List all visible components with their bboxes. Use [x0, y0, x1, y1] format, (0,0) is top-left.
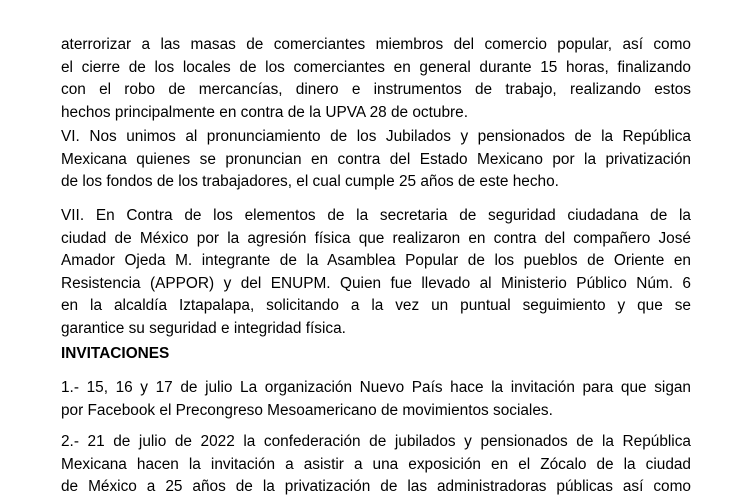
text-line: VII. En Contra de los elementos de la secretaria de seguridad ciudadana de la	[61, 207, 691, 224]
text-line: Mexicana hacen la invitación a asistir a una exposición en el Zócalo de la ciudad	[61, 455, 691, 473]
text-line: Mexicana quienes se pronuncian en contra del Estado Mexicano por la privatización	[61, 150, 691, 168]
text-line: de los fondos de los trabajadores, el cual cumple 25 años de este hecho.	[61, 173, 559, 190]
text-line: garantice su seguridad e integridad física.	[61, 319, 346, 337]
section-heading-invitaciones: INVITACIONES	[61, 345, 170, 362]
text-line: VI. Nos unimos al pronunciamiento de los Jubilados y pensionados de la República	[61, 128, 691, 145]
paragraph-continuation	[61, 34, 691, 124]
text-line: por Facebook el Precongreso Mesoamericano de movimientos sociales.	[61, 401, 553, 419]
text-line: aterrorizar a las masas de comerciantes miembros del comercio popular, así como	[61, 36, 691, 53]
invitation-item-2	[61, 431, 691, 499]
paragraph-vii	[61, 205, 691, 340]
text-line: Amador Ojeda M. integrante de la Asamblea Popular de los pueblos de Oriente en	[61, 252, 691, 269]
invitation-item-1	[61, 377, 691, 422]
text-line: 1.- 15, 16 y 17 de julio La organización Nuevo País hace la invitación para que sigan	[61, 379, 691, 396]
text-line: ciudad de México por la agresión física que realizaron en contra del compañero José	[61, 229, 691, 247]
text-line: en la alcaldía Iztapalapa, solicitando a la vez un puntual seguimiento y que se	[61, 297, 691, 314]
text-line: con el robo de mercancías, dinero e instrumentos de trabajo, realizando estos	[61, 81, 691, 98]
text-line: 2.- 21 de julio de 2022 la confederación de jubilados y pensionados de la República	[61, 433, 691, 450]
text-line: de México a 25 años de la privatización de las administradoras públicas así como	[61, 478, 691, 495]
text-line: hechos principalmente en contra de la UPVA 28 de octubre.	[61, 103, 468, 121]
paragraph-vi	[61, 126, 691, 194]
text-line: Resistencia (APPOR) y del ENUPM. Quien fue llevado al Ministerio Público Núm. 6	[61, 274, 691, 292]
text-line: el cierre de los locales de los comerciantes en general durante 15 horas, finalizando	[61, 58, 691, 76]
